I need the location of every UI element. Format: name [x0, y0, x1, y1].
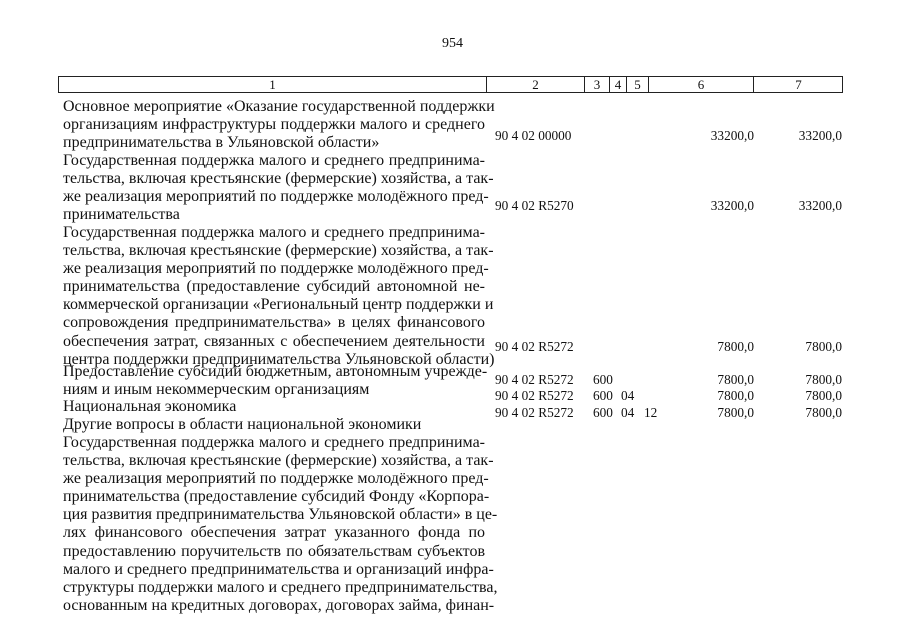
description-line: коммерческой организации «Региональный центр поддержки и [63, 296, 494, 314]
target-article-code: 90 4 02 00000 [495, 128, 572, 143]
description-line: Государственная поддержка малого и среднего предпринима- [63, 152, 485, 169]
amount-col-7: 33200,0 [798, 198, 842, 213]
amount-col-6: 33200,0 [710, 128, 754, 143]
table-header [58, 76, 843, 93]
header-col-6: 6 [649, 77, 754, 92]
target-article-code: 90 4 02 R5272 [495, 339, 574, 354]
description-line: обеспечения затрат, связанных с обеспечением деятельности [63, 332, 485, 350]
description-line: тельства, включая крестьянские (фермерские) хозяйства, а так- [63, 452, 494, 470]
row-description [63, 98, 495, 152]
description-line: Предоставление субсидий бюджетным, автономным учрежде- [63, 363, 488, 380]
description-line: центра поддержки предпринимательства Ульяновской области) [63, 350, 495, 368]
amount-col-7: 7800,0 [805, 405, 842, 420]
target-article-code: 90 4 02 R5272 [495, 372, 574, 387]
row-description [63, 398, 485, 416]
description-line: Другие вопросы в области национальной экономики [63, 416, 422, 433]
target-article-code: 90 4 02 R5272 [495, 388, 574, 403]
description-line: же реализация мероприятий по поддержке молодёжного пред- [63, 470, 489, 488]
amount-col-6: 7800,0 [717, 372, 754, 387]
amount-col-6: 7800,0 [717, 388, 754, 403]
description-line: Государственная поддержка малого и среднего предпринима- [63, 434, 485, 451]
expense-type-code: 600 [593, 388, 613, 403]
description-line: принимательства (предоставление субсидий автономной не- [63, 278, 485, 296]
amount-col-6: 33200,0 [710, 198, 754, 213]
page-number: 954 [442, 36, 463, 51]
amount-col-6: 7800,0 [717, 405, 754, 420]
header-col-2: 2 [487, 77, 585, 92]
expense-type-code: 600 [593, 405, 613, 420]
target-article-code: 90 4 02 R5270 [495, 198, 574, 213]
description-line: лях финансового обеспечения затрат указанного фонда по [63, 524, 485, 542]
description-line: Национальная экономика [63, 398, 237, 415]
description-line: предоставлению поручительств по обязательствам субъектов [63, 542, 485, 560]
header-col-1: 1 [59, 77, 487, 92]
row-description [63, 363, 488, 399]
description-line: тельства, включая крестьянские (фермерские) хозяйства, а так- [63, 242, 494, 260]
description-line: же реализация мероприятий по поддержке молодёжного пред- [63, 188, 489, 206]
description-line: Основное мероприятие «Оказание государственной поддержки [63, 98, 495, 115]
amount-col-6: 7800,0 [717, 339, 754, 354]
row-description [63, 152, 494, 224]
description-line: предпринимательства в Ульяновской области» [63, 134, 380, 152]
description-line: ция развития предпринимательства Ульяновской области» в це- [63, 506, 498, 524]
amount-col-7: 33200,0 [798, 128, 842, 143]
target-article-code: 90 4 02 R5272 [495, 405, 574, 420]
expense-type-code: 600 [593, 372, 613, 387]
description-line: тельства, включая крестьянские (фермерские) хозяйства, а так- [63, 170, 494, 188]
description-line: организациям инфраструктуры поддержки малого и среднего [63, 116, 485, 134]
description-line: основанным на кредитных договорах, договорах займа, финан- [63, 596, 495, 614]
section-code: 04 [621, 388, 635, 403]
row-description [63, 224, 495, 369]
row-description [63, 434, 498, 615]
description-line: ниям и иным некоммерческим организациям [63, 381, 370, 399]
subsection-code: 12 [644, 405, 658, 420]
description-line: структуры поддержки малого и среднего предпринимательства, [63, 578, 498, 596]
description-line: принимательства [63, 206, 180, 224]
header-col-3: 3 [585, 77, 610, 92]
amount-col-7: 7800,0 [805, 339, 842, 354]
section-code: 04 [621, 405, 635, 420]
header-col-4: 4 [610, 77, 627, 92]
description-line: сопровождения предпринимательства» в целях финансового [63, 314, 485, 332]
description-line: же реализация мероприятий по поддержке молодёжного пред- [63, 260, 489, 278]
description-line: Государственная поддержка малого и среднего предпринима- [63, 224, 485, 241]
description-line: принимательства (предоставление субсидий Фонду «Корпора- [63, 488, 490, 506]
amount-col-7: 7800,0 [805, 372, 842, 387]
header-col-7: 7 [795, 77, 802, 92]
amount-col-7: 7800,0 [805, 388, 842, 403]
row-description [63, 416, 485, 434]
header-col-5: 5 [627, 77, 649, 92]
description-line: малого и среднего предпринимательства и организаций инфра- [63, 560, 494, 578]
